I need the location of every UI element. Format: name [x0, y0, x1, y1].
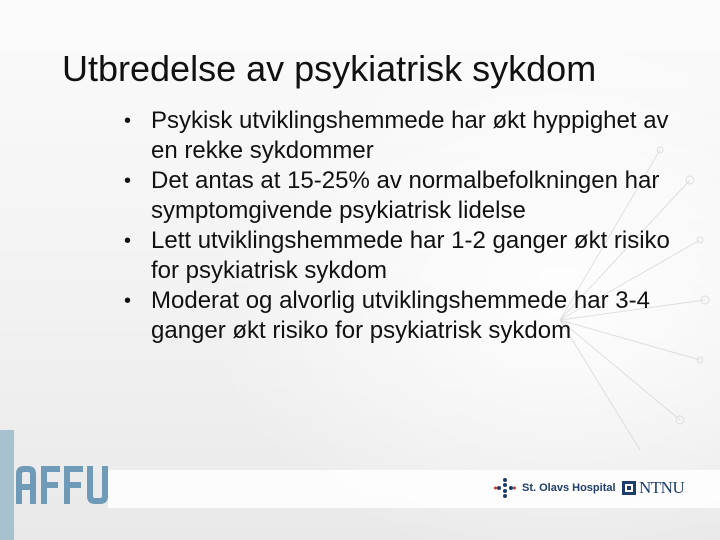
ntnu-logo	[622, 477, 684, 499]
ntnu-square-icon	[622, 481, 636, 495]
bullet-item	[118, 286, 678, 346]
bullet-item	[118, 106, 678, 166]
bullet-dot: •	[124, 230, 132, 252]
bullet-text: Det antas at 15-25% av normalbefolkningen har symptomgivende psykiatrisk lidelse	[151, 167, 660, 224]
bullet-item	[118, 166, 678, 226]
left-color-band	[0, 430, 14, 540]
slide-title: Utbredelse av psykiatrisk sykdom	[62, 48, 597, 89]
affu-logo	[14, 458, 114, 510]
bullet-list	[118, 106, 678, 346]
bullet-item	[118, 226, 678, 286]
bullet-text: Moderat og alvorlig utviklingshemmede har 3-4 ganger økt risiko for psykiatrisk sykdom	[151, 287, 650, 344]
bullet-text: Lett utviklingshemmede har 1-2 ganger økt risiko for psykiatrisk sykdom	[151, 227, 670, 284]
st-olavs-mark-icon	[494, 477, 516, 499]
bullet-dot: •	[124, 290, 132, 312]
ntnu-logo-text: NTNU	[639, 478, 685, 497]
bullet-dot: •	[124, 170, 132, 192]
bullet-text: Psykisk utviklingshemmede har økt hyppighet av en rekke sykdommer	[151, 107, 669, 164]
st-olavs-hospital-logo	[494, 476, 616, 500]
bullet-dot: •	[124, 110, 132, 132]
st-olavs-logo-text: St. Olavs Hospital	[522, 482, 616, 494]
